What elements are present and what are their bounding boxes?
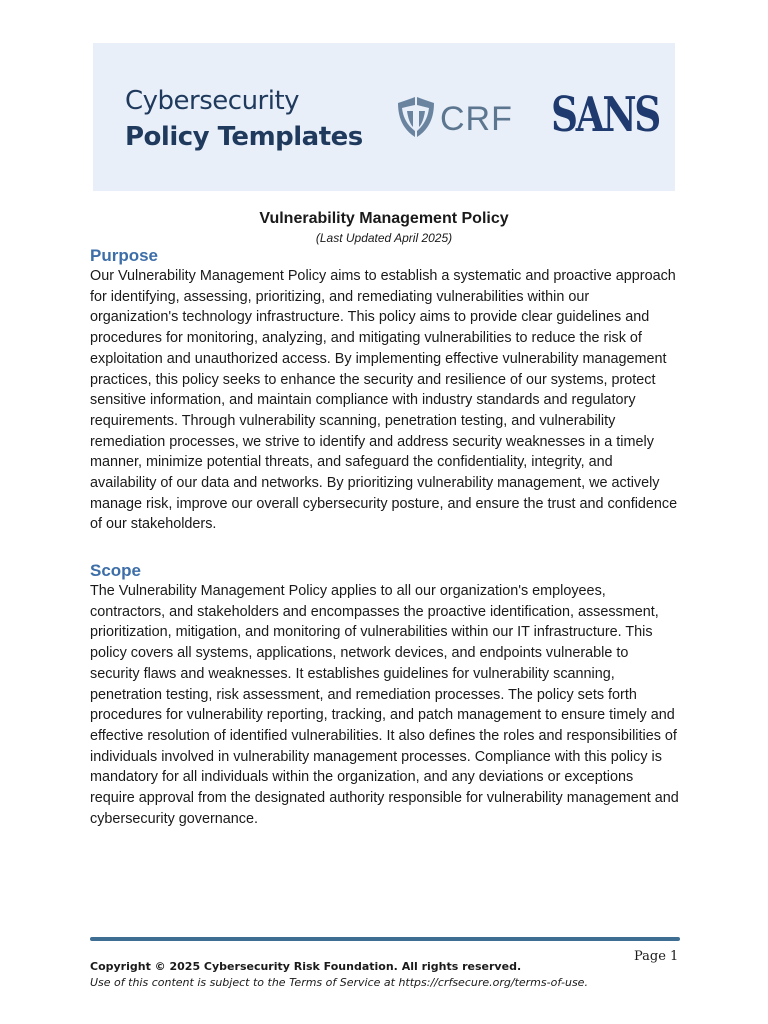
crf-logo [396,97,521,137]
header-banner [93,43,675,191]
purpose-body: Our Vulnerability Management Policy aims to establish a systematic and proactive approach for identifying, assessing, prioritizing, and remediating vulnerabilities within our organization's technology infrastructure. This policy aims to provide clear guidelines and procedures for monitoring, analyzing, and mitigating vulnerabilities to reduce the risk of exploitation and unauthorized access. By implementing effective vulnerability management practices, this policy seeks to enhance the security and resilience of our systems, protect sensitive information, and maintain compliance with industry standards and regulatory requirements. Through vulnerability scanning, penetration testing, and vulnerability remediation processes, we strive to identify and address security weaknesses in a timely manner, minimize potential threats, and safeguard the confidentiality, integrity, and availability of our data and networks. By prioritizing vulnerability management, we actively manage risk, improve our overall cybersecurity posture, and ensure the trust and confidence of our stakeholders. [90,268,678,533]
banner-title [125,83,363,155]
page-number: Page 1 [634,949,679,964]
banner-title-line1: Cybersecurity [125,86,300,116]
scope-body: The Vulnerability Management Policy applies to all our organization's employees, contractors, and stakeholders and encompasses the proactive identification, assessment, prioritization, mitigation, and monitoring of vulnerabilities within our IT infrastructure. This policy covers all systems, applications, network devices, and endpoints vulnerable to security flaws and weaknesses. It establishes guidelines for vulnerability scanning, penetration testing, risk assessment, and remediation processes. The policy sets forth procedures for vulnerability reporting, tracking, and patch management to ensure timely and effective resolution of identified vulnerabilities. It also defines the roles and responsibilities of individuals involved in vulnerability management processes. Compliance with this policy is mandatory for all individuals within the organization, and any deviations or exceptions require approval from the designated authority responsible for vulnerability management and cybersecurity governance. [90,583,679,827]
crf-logo-text: CRF [440,100,513,137]
scope-heading: Scope [90,561,142,580]
copyright-notice: Copyright © 2025 Cybersecurity Risk Foundation. All rights reserved. [90,960,522,973]
purpose-heading: Purpose [90,246,159,265]
banner-title-line2: Policy Templates [125,122,363,152]
sans-logo: SANS [551,87,659,143]
shield-icon [398,97,434,137]
terms-of-use-notice: Use of this content is subject to the Terms of Service at https://crfsecure.org/terms-of-use. [90,976,588,989]
footer-divider [90,937,680,941]
document-title: Vulnerability Management Policy [259,210,509,227]
last-updated: (Last Updated April 2025) [315,231,453,245]
